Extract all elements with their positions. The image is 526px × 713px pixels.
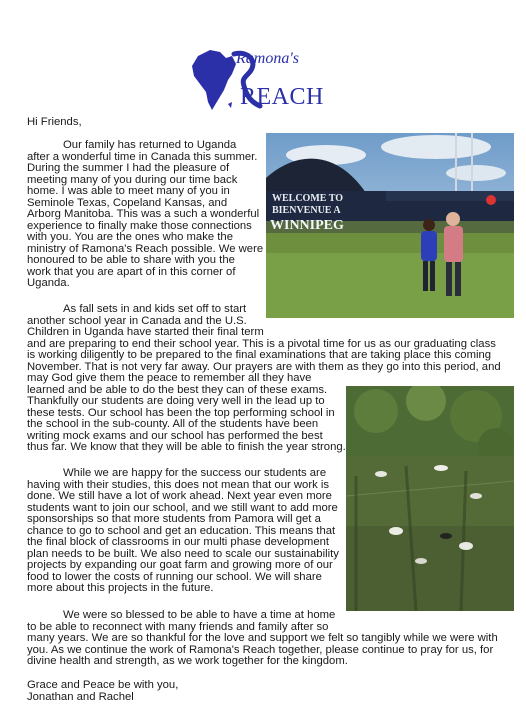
text-line: is working diligently to be prepared to the final examinations that are taking place this coming bbox=[27, 349, 492, 361]
photo-winnipeg-sign bbox=[266, 133, 514, 318]
sign-line-1: WELCOME TO bbox=[272, 193, 344, 204]
text-line: with you. You are the ones who make the bbox=[27, 231, 233, 243]
text-line: another school year in Canada and the U.S. bbox=[27, 314, 247, 327]
signature-names: Jonathan and Rachel bbox=[27, 690, 134, 703]
winnipeg-photo-illustration bbox=[266, 133, 514, 318]
logo-line-2: REACH bbox=[240, 84, 324, 110]
text-line: experience to finally make those connections bbox=[27, 219, 252, 232]
text-line: learned and be able to do the best they can of these exams. bbox=[27, 383, 328, 396]
text-line: you. As we continue the work of Ramona's Reach together, please continue to pray for us, for bbox=[27, 643, 494, 656]
text-line: While we are happy for the success our students are bbox=[63, 467, 327, 479]
text-line: ministry of Ramona's Reach possible. We were bbox=[27, 242, 264, 255]
text-line: and are preparing to end their school year. This is a pivotal time for us as our graduating class bbox=[27, 337, 496, 350]
text-line: As fall sets in and kids set off to start bbox=[63, 303, 247, 315]
text-line: Uganda. bbox=[27, 277, 70, 289]
text-line: the final block of classrooms in our multi phase development bbox=[27, 536, 330, 548]
photo-goat-farm bbox=[346, 386, 514, 611]
sign-line-2: BIENVENUE A bbox=[272, 205, 341, 216]
paragraph-4 bbox=[27, 610, 498, 668]
goat-farm-photo-illustration bbox=[346, 386, 514, 611]
text-line: divine health and strength, as we work together for the kingdom. bbox=[27, 655, 348, 667]
text-line: students want to join our school, and we still want to add more bbox=[27, 501, 338, 514]
text-line: Arborg Manitoba. This was a such a wonderful bbox=[27, 208, 260, 220]
text-line: meeting many of you during our time back bbox=[27, 173, 238, 186]
text-line: plan needs to be built. We also need to scale our sustainability bbox=[27, 547, 339, 560]
text-line: many years. We are so thankful for the love and support we felt so tangibly while we were with bbox=[27, 632, 498, 644]
text-line: to be able to reconnect with many friends and family after so bbox=[27, 620, 329, 633]
ramonas-reach-logo bbox=[188, 44, 328, 124]
text-line: sponsorships so that more students from Pamora will get a bbox=[27, 513, 321, 525]
sign-line-3: WINNIPEG bbox=[270, 218, 344, 233]
text-line: Seminole Texas, Copeland Kansas, and bbox=[27, 196, 228, 209]
closing bbox=[27, 680, 178, 703]
text-line: honoured to be able to share with you the bbox=[27, 254, 235, 266]
text-line: Children in Uganda have started their final term bbox=[27, 326, 264, 338]
text-line: Thankfully our students are doing very well in the lead up to bbox=[27, 395, 325, 407]
paragraph-3 bbox=[27, 468, 339, 595]
text-line: chance to go to school and get an education. This means that bbox=[27, 524, 336, 537]
paragraph-1 bbox=[27, 140, 263, 290]
text-line: work that you are apart of in this corner of bbox=[27, 265, 236, 278]
text-line: after a wonderful time in Canada this summer. bbox=[27, 150, 258, 163]
text-line: Our family has returned to Uganda bbox=[63, 139, 237, 151]
text-line: food to lower the costs of running our school. We will share bbox=[27, 570, 322, 583]
text-line: We were so blessed to be able to have a time at home bbox=[63, 609, 336, 621]
text-line: these tests. Our school has been the top performing school in bbox=[27, 406, 335, 419]
text-line: the school in the sub-county. All of the students have been bbox=[27, 418, 319, 430]
text-line: writing mock exams and our school has performed the best bbox=[27, 429, 323, 442]
greeting: Hi Friends, bbox=[27, 116, 82, 128]
text-line: projects by expanding our goat farm and growing more of our bbox=[27, 559, 333, 571]
text-line: thus far. We know that they will be able to finish the year strong. bbox=[27, 441, 346, 453]
text-line: more about this projects in the future. bbox=[27, 582, 214, 594]
text-line: home. I was able to meet many of you in bbox=[27, 185, 230, 197]
closing-line: Grace and Peace be with you, bbox=[27, 679, 179, 691]
text-line: done. We still have a lot of work ahead. Next year even more bbox=[27, 490, 332, 502]
text-line: November. That is not very far away. Our prayers are with them as they go into this period, and bbox=[27, 360, 501, 373]
logo-line-1: Ramona's bbox=[236, 50, 299, 67]
text-line: having with their studies, this does not mean that our work is bbox=[27, 478, 330, 491]
text-line: During the summer I had the pleasure of bbox=[27, 162, 230, 174]
text-line: may God give them the peace to remember all they have bbox=[27, 372, 312, 384]
